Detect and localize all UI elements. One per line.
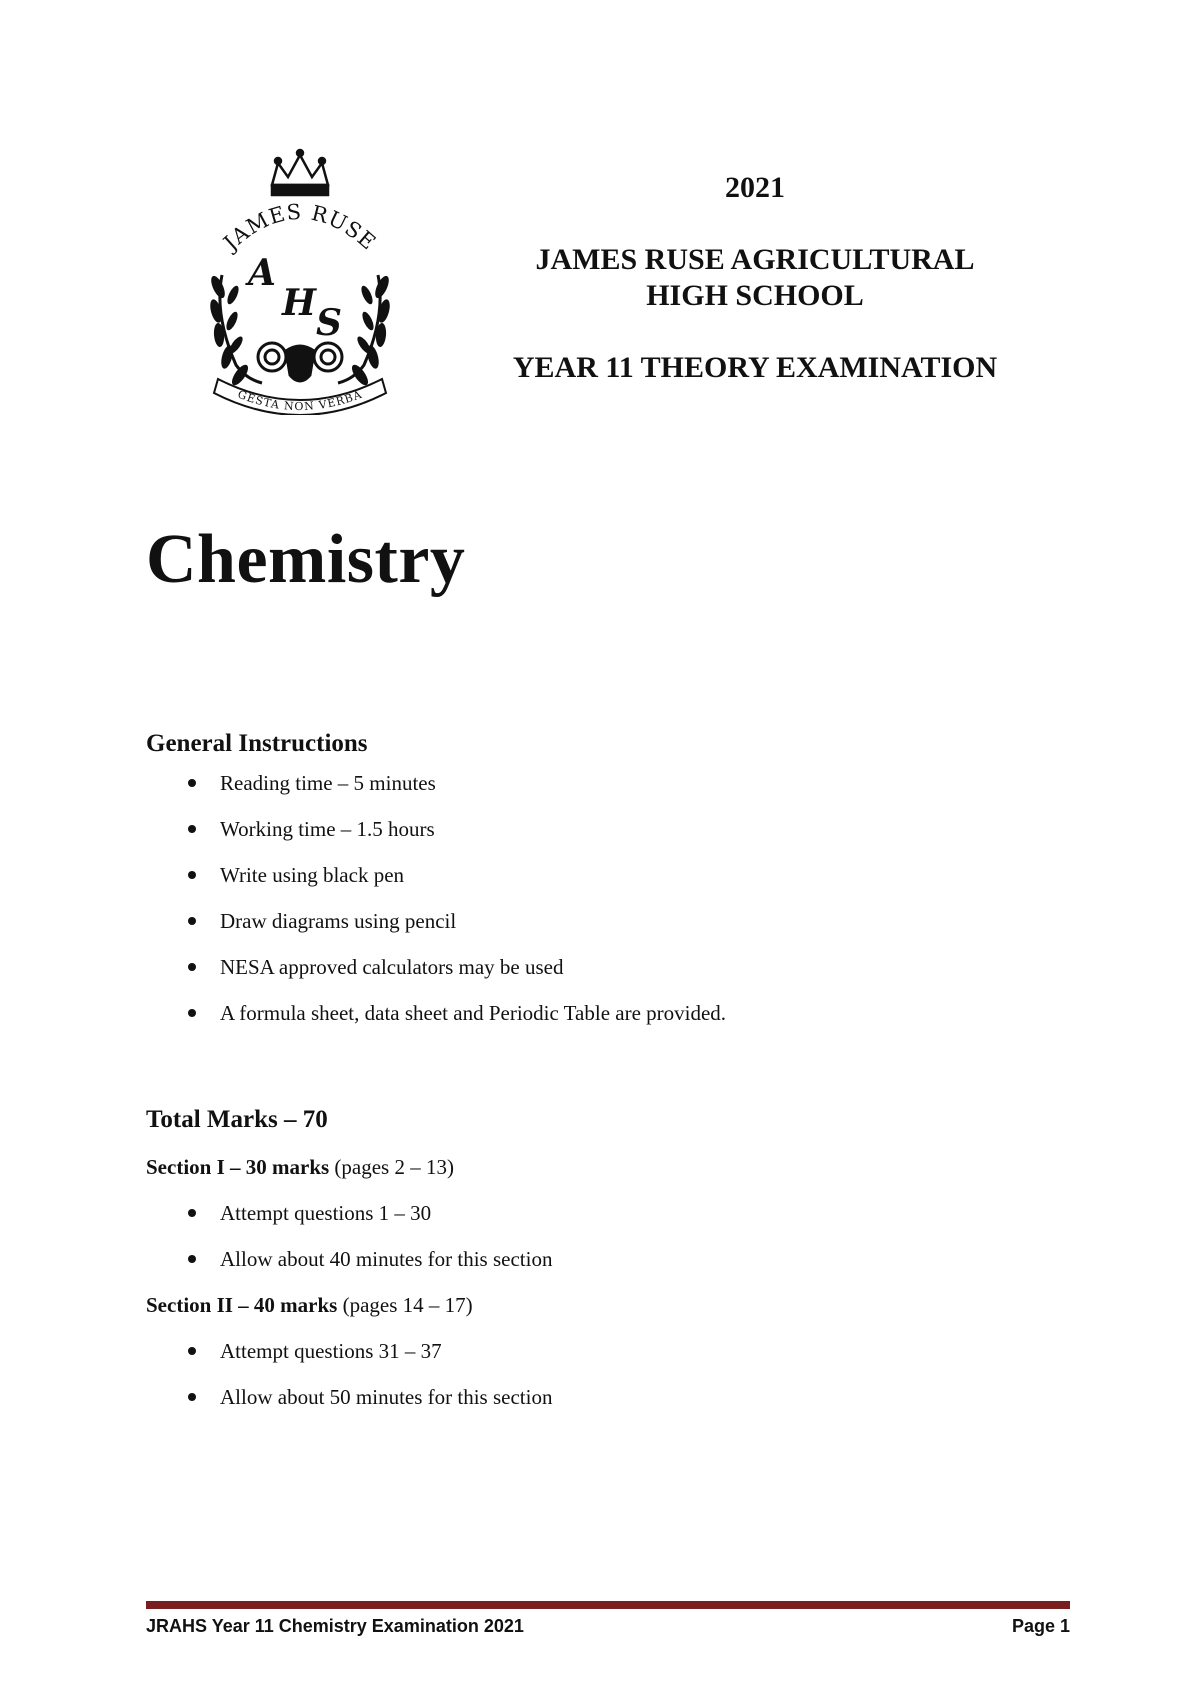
crest-motto: GESTA NON VERBA [235,387,365,414]
section-1-list [146,1190,1106,1282]
bullet-icon [188,1347,196,1355]
crest-monogram-s: S [316,302,342,344]
list-item: Write using black pen [146,852,1106,898]
total-marks [146,1104,1106,1420]
exam-year: 2021 [725,171,785,204]
bullet-icon [188,1393,196,1401]
exam-title: YEAR 11 THEORY EXAMINATION [512,351,998,384]
crest-monogram-a: A [248,252,276,294]
bullet-icon [188,1209,196,1217]
svg-text:JAMES RUSE [218,200,381,257]
section-1-title: Section I – 30 marks [146,1155,330,1179]
list-item: Allow about 40 minutes for this section [146,1236,1106,1282]
list-item: Attempt questions 31 – 37 [146,1328,1106,1374]
general-instructions-heading: General Instructions [146,730,368,757]
section-2-title: Section II – 40 marks [146,1293,338,1317]
bullet-icon [188,1009,196,1017]
bullet-icon [188,917,196,925]
crest-arc-text: JAMES RUSE [219,199,381,255]
list-item: Attempt questions 1 – 30 [146,1190,1106,1236]
general-instructions [146,728,1106,1036]
list-item: Draw diagrams using pencil [146,898,1106,944]
bullet-icon [188,779,196,787]
section-1-line [146,1144,1106,1190]
bullet-icon [188,825,196,833]
section-2-pages: (pages 14 – 17) [342,1293,473,1317]
list-item: Allow about 50 minutes for this section [146,1374,1106,1420]
school-crest-logo [200,145,400,415]
school-name-line2: HIGH SCHOOL [646,279,864,312]
section-1-pages: (pages 2 – 13) [334,1155,454,1179]
bullet-icon [188,963,196,971]
bullet-icon [188,871,196,879]
subject-title: Chemistry [146,521,466,598]
footer-document-title: JRAHS Year 11 Chemistry Examination 2021 [146,1616,524,1636]
school-name-line1: JAMES RUSE AGRICULTURAL [535,243,975,276]
list-item: Working time – 1.5 hours [146,806,1106,852]
list-item: Reading time – 5 minutes [146,760,1106,806]
section-2-line [146,1282,1106,1328]
crown-icon [272,150,328,195]
footer-page-number: Page 1 [1011,1616,1070,1636]
ram-head-icon [258,343,342,381]
total-marks-heading: Total Marks – 70 [146,1106,328,1133]
list-item: A formula sheet, data sheet and Periodic Table are provided. [146,990,1106,1036]
general-instructions-list [146,760,1106,1036]
list-item: NESA approved calculators may be used [146,944,1106,990]
footer-divider [146,1601,1070,1609]
section-2-list [146,1328,1106,1420]
exam-header [430,170,1080,386]
page-footer [146,1614,1070,1638]
crest-monogram-h: H [282,282,317,324]
bullet-icon [188,1255,196,1263]
